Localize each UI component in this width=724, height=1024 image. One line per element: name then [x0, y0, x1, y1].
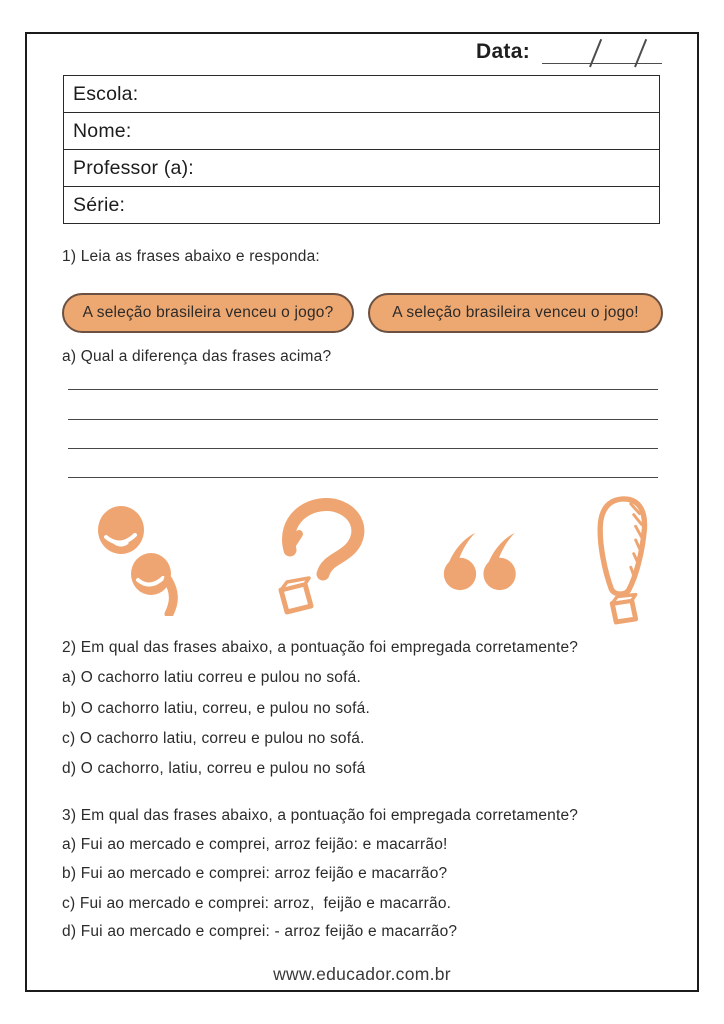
- question3-option-d: d) Fui ao mercado e comprei: - arroz feijão e macarrão?: [62, 923, 458, 940]
- question2-option-a: a) O cachorro latiu correu e pulou no sofá.: [62, 669, 361, 686]
- info-label-serie: Série:: [73, 193, 126, 216]
- answer-line: [68, 477, 658, 478]
- question-mark-icon: [263, 492, 381, 624]
- answer-line: [68, 389, 658, 390]
- date-label: Data:: [475, 40, 530, 63]
- student-info-table: [63, 75, 660, 224]
- info-label-escola: Escola:: [73, 82, 139, 105]
- info-row-nome: [64, 113, 659, 150]
- info-label-professor: Professor (a):: [73, 156, 194, 179]
- phrase-pill-exclamation: A seleção brasileira venceu o jogo!: [368, 293, 663, 333]
- question2-option-c: c) O cachorro latiu, correu e pulou no sofá.: [62, 730, 365, 747]
- question1-prompt: 1) Leia as frases abaixo e responda:: [62, 248, 320, 265]
- info-row-escola: [64, 76, 659, 113]
- info-row-serie: [64, 187, 659, 223]
- phrase-pill-question: A seleção brasileira venceu o jogo?: [62, 293, 354, 333]
- info-row-professor: [64, 150, 659, 187]
- date-row: [476, 38, 662, 64]
- answer-line: [68, 448, 658, 449]
- question3-option-c: c) Fui ao mercado e comprei: arroz, feijão e macarrão.: [62, 895, 452, 912]
- date-blank-line: [542, 38, 662, 64]
- info-label-nome: Nome:: [73, 119, 132, 142]
- exclamation-mark-icon: [582, 494, 662, 625]
- question2-option-b: b) O cachorro latiu, correu, e pulou no sofá.: [62, 700, 370, 717]
- opening-quotes-icon: [443, 530, 519, 592]
- question2-option-d: d) O cachorro, latiu, correu e pulou no sofá: [62, 760, 366, 777]
- site-url: www.educador.com.br: [273, 964, 451, 984]
- date-slash-icon: [589, 39, 602, 67]
- question2-prompt: 2) Em qual das frases abaixo, a pontuação foi empregada corretamente?: [62, 639, 579, 656]
- question1a-prompt: a) Qual a diferença das frases acima?: [62, 348, 332, 365]
- answer-line: [68, 419, 658, 420]
- question3-option-b: b) Fui ao mercado e comprei: arroz feijão e macarrão?: [62, 865, 448, 882]
- question3-option-a: a) Fui ao mercado e comprei, arroz feijão: e macarrão!: [62, 836, 448, 853]
- question3-prompt: 3) Em qual das frases abaixo, a pontuação foi empregada corretamente?: [62, 807, 579, 824]
- date-slash-icon: [634, 39, 647, 67]
- semicolon-icon: [92, 504, 184, 616]
